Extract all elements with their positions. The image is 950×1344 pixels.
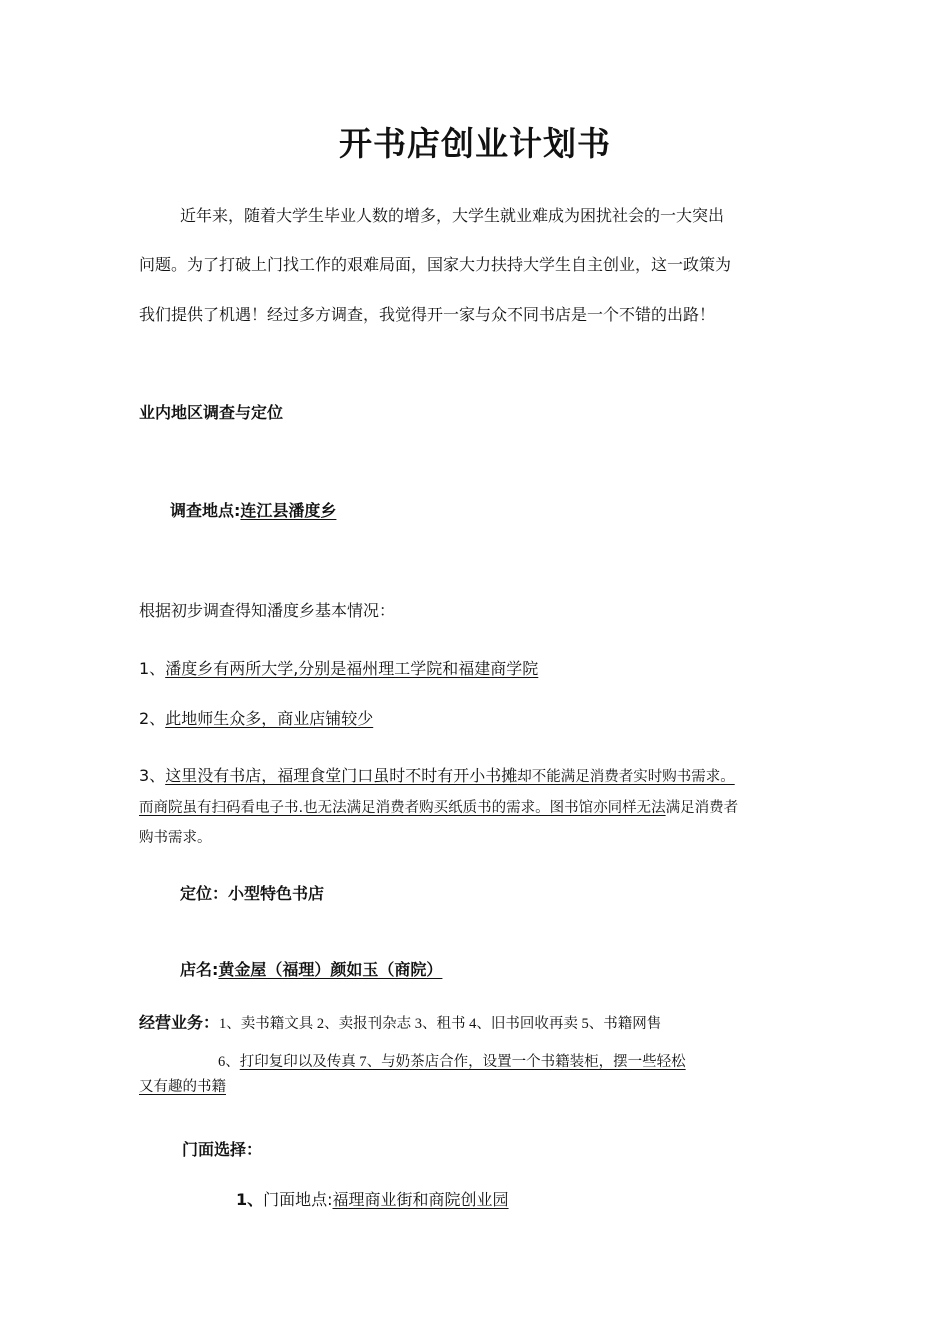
business-text: 打印复印以及传真 7、与奶茶店合作，设置一个书籍装柜，摆一些轻松 [239,1054,686,1070]
page-title: 开书店创业计划书 [339,124,611,163]
intro-line-3: 我们提供了机遇！经过多方调查，我觉得开一家与众不同书店是一个不错的出路！ [139,305,716,324]
survey-value: 连江县潘度乡 [240,501,337,520]
business-line-1 [139,1010,661,1033]
storefront-item-label: 门面地点: [263,1190,333,1209]
list-item-number: 3、 [139,766,166,785]
list-item [139,763,735,786]
list-item-number: 2、 [139,709,166,728]
list-item-continuation: 购书需求。 [139,830,212,846]
store-name [180,957,442,980]
business-label: 经营业务： [139,1013,220,1032]
intro-line-2: 问题。为了打破上门找工作的艰难局面，国家大力扶持大学生自主创业，这一政策为 [139,255,732,274]
basic-info-heading: 根据初步调查得知潘度乡基本情况： [139,601,396,620]
storefront-item [236,1187,509,1210]
list-item [139,706,373,729]
business-line-2 [218,1050,686,1071]
list-item-continuation [139,796,738,817]
survey-label: 调查地点: [170,501,241,520]
storefront-item-number: 1、 [236,1190,264,1209]
store-name-label: 店名: [180,960,219,979]
list-item-text: 这里没有书店，福理食堂门口虽时不时有开小书摊 [165,766,518,785]
list-item-number: 1、 [139,659,166,678]
list-item-text: 潘度乡有两所大学,分别是福州理工学院和福建商学院 [165,659,539,678]
list-item [139,656,538,679]
list-item-text-cont: 却不能满足消费者实时购书需求。 [517,769,735,785]
positioning: 定位：小型特色书店 [180,884,325,903]
list-item-text-cont: 满足消费者 [665,800,739,816]
storefront-heading: 门面选择： [182,1140,263,1159]
business-text: 1、卖书籍文具 2、卖报刊杂志 3、租书 4、旧书回收再卖 5、书籍网售 [219,1016,662,1032]
business-line-3: 又有趣的书籍 [139,1079,226,1095]
list-item-text: 此地师生众多，商业店铺较少 [165,709,374,728]
section-heading: 业内地区调查与定位 [139,403,284,422]
business-prefix: 6、 [218,1054,240,1070]
survey-location [170,498,336,521]
list-item-text: 而商院虽有扫码看电子书.也无法满足消费者购买纸质书的需求。图书馆亦同样无法 [139,800,666,816]
intro-line-1: 近年来，随着大学生毕业人数的增多，大学生就业难成为困扰社会的一大突出 [180,206,725,225]
storefront-item-value: 福理商业街和商院创业园 [332,1190,509,1209]
store-name-value: 黄金屋（福理）颜如玉（商院） [218,960,443,979]
